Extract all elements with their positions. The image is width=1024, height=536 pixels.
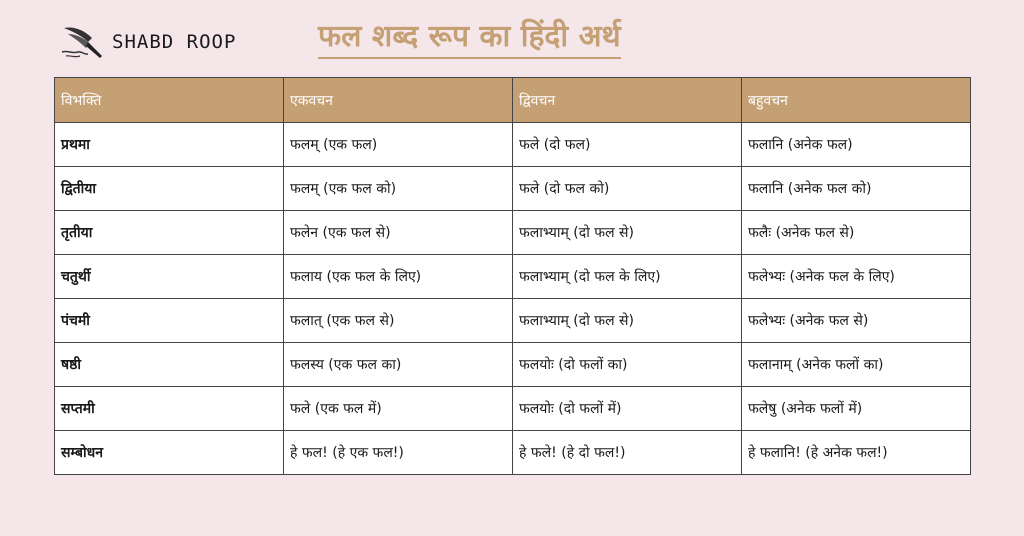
dvivachan-cell: फलयोः (दो फलों का) (513, 343, 742, 387)
table-row (55, 431, 971, 475)
dvivachan-cell: फलाभ्याम् (दो फल के लिए) (513, 255, 742, 299)
vibhakti-cell: सप्तमी (55, 387, 284, 431)
column-header-dvivachan: द्विवचन (513, 78, 742, 123)
ekvachan-cell: फलाय (एक फल के लिए) (284, 255, 513, 299)
table-row (55, 343, 971, 387)
vibhakti-cell: तृतीया (55, 211, 284, 255)
ekvachan-cell: फलात् (एक फल से) (284, 299, 513, 343)
table-header-row (55, 78, 971, 123)
table-row (55, 299, 971, 343)
table-row (55, 387, 971, 431)
vibhakti-cell: षष्ठी (55, 343, 284, 387)
table-row (55, 123, 971, 167)
bahuvachan-cell: फलानाम् (अनेक फलों का) (742, 343, 971, 387)
dvivachan-cell: फलाभ्याम् (दो फल से) (513, 299, 742, 343)
bahuvachan-cell: फलैः (अनेक फल से) (742, 211, 971, 255)
dvivachan-cell: फले (दो फल) (513, 123, 742, 167)
vibhakti-cell: द्वितीया (55, 167, 284, 211)
ekvachan-cell: फलम् (एक फल को) (284, 167, 513, 211)
bahuvachan-cell: फलेभ्यः (अनेक फल के लिए) (742, 255, 971, 299)
table-row (55, 167, 971, 211)
bahuvachan-cell: फलेषु (अनेक फलों में) (742, 387, 971, 431)
brand-name: SHABD ROOP (112, 31, 237, 53)
column-header-ekvachan: एकवचन (284, 78, 513, 123)
brand-logo (58, 22, 236, 62)
page-title: फल शब्द रूप का हिंदी अर्थ (318, 20, 621, 59)
vibhakti-cell: चतुर्थी (55, 255, 284, 299)
column-header-bahuvachan: बहुवचन (742, 78, 971, 123)
vibhakti-cell: प्रथमा (55, 123, 284, 167)
bahuvachan-cell: फलानि (अनेक फल को) (742, 167, 971, 211)
shabd-roop-table (54, 77, 971, 475)
quill-pen-icon (58, 22, 106, 62)
ekvachan-cell: फलस्य (एक फल का) (284, 343, 513, 387)
ekvachan-cell: फलम् (एक फल) (284, 123, 513, 167)
vibhakti-cell: पंचमी (55, 299, 284, 343)
table-row (55, 211, 971, 255)
dvivachan-cell: फलयोः (दो फलों में) (513, 387, 742, 431)
dvivachan-cell: हे फले! (हे दो फल!) (513, 431, 742, 475)
column-header-vibhakti: विभक्ति (55, 78, 284, 123)
bahuvachan-cell: फलानि (अनेक फल) (742, 123, 971, 167)
vibhakti-cell: सम्बोधन (55, 431, 284, 475)
bahuvachan-cell: फलेभ्यः (अनेक फल से) (742, 299, 971, 343)
bahuvachan-cell: हे फलानि! (हे अनेक फल!) (742, 431, 971, 475)
dvivachan-cell: फले (दो फल को) (513, 167, 742, 211)
ekvachan-cell: फलेन (एक फल से) (284, 211, 513, 255)
table-row (55, 255, 971, 299)
dvivachan-cell: फलाभ्याम् (दो फल से) (513, 211, 742, 255)
ekvachan-cell: फले (एक फल में) (284, 387, 513, 431)
ekvachan-cell: हे फल! (हे एक फल!) (284, 431, 513, 475)
